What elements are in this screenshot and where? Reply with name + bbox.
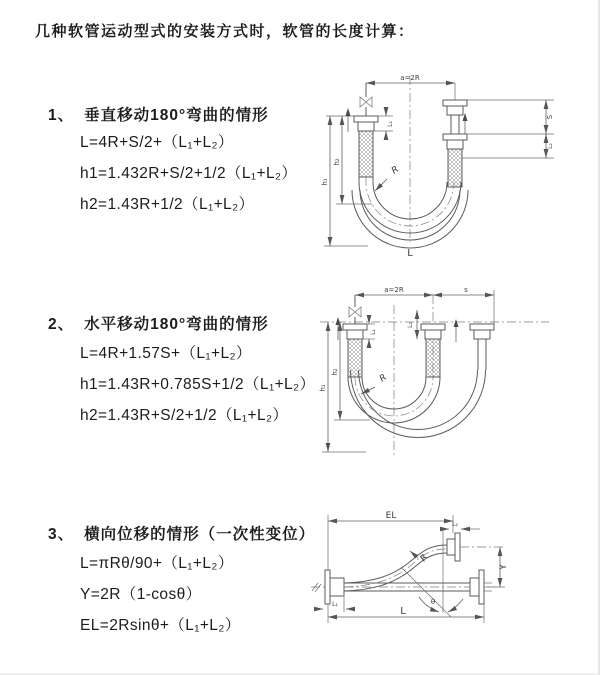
section2-heading [48,312,269,334]
d3-y-label: Y [499,564,509,570]
d3-radius-label: R [418,552,431,564]
d3-l1-label: L₁ [332,601,338,608]
diagram-vertical-180-bend [316,70,591,262]
d1-h2-label: h₂ [333,158,341,166]
d2-h1-label: h₁ [319,384,327,392]
d3-el-label: EL [385,511,397,521]
section1-number: 1、 [48,107,75,124]
d1-s-label: S [546,114,554,120]
diagram-lateral-displacement [303,505,600,655]
d2-dim-l2 [407,310,417,339]
section3-number: 3、 [48,526,75,543]
d3-length-label: L [400,606,406,617]
section2-formula-h2: h2=1.43R+S/2+1/2（L₁+L₂） [80,407,289,424]
section2-formula-h1: h1=1.43R+0.785S+1/2（L₁+L₂） [80,376,316,393]
d1-dim-l1 [373,108,394,139]
d1-move-arrow-left [346,108,351,132]
section3-heading [48,522,315,544]
d1-width-label: a=2R [400,74,420,82]
section3-formula-EL: EL=2Rsinθ+（L₁+L₂） [80,617,241,634]
d2-dim-width [355,286,433,295]
d2-left-pipe-end [343,324,367,377]
d1-dim-width [366,74,455,100]
d2-move-arrow-middle [454,319,459,342]
page-title: 几种软管运动型式的安装方式时，软管的长度计算： [35,23,415,40]
d2-h2-label: h₂ [331,368,339,376]
section3-formula-Y: Y=2R（1-cosθ） [80,586,202,603]
d3-moved-flange [447,533,460,561]
section2-title: 水平移动180°弯曲的情形 [84,316,269,333]
d2-hose-u-bend [348,370,486,438]
d3-dim-el [328,511,453,570]
section1-formula-h2: h2=1.43R+1/2（L₁+L₂） [80,196,255,213]
section1-formula-h1: h1=1.432R+S/2+1/2（L₁+L₂） [80,165,298,182]
d3-l2-label: L₂ [452,521,458,528]
section1-heading [48,103,269,125]
section3-formula-L: L=πRθ/90+（L₁+L₂） [80,555,234,572]
d2-dim-stroke-s [433,286,494,324]
d1-l2-label: L₂ [547,143,554,149]
section2-formula-L: L=4R+1.57S+（L₁+L₂） [80,345,252,362]
d3-dim-l1 [315,597,355,612]
d3-left-flange [325,570,344,604]
d1-move-arrow-right [463,113,468,134]
d1-dim-l2 [462,134,554,158]
section2-number: 2、 [48,316,75,333]
d1-radius-label: R [389,164,401,177]
d1-left-pipe-end [354,116,378,177]
d3-theta-label: θ [430,598,436,606]
d2-valve-icon [349,295,361,324]
d1-length-label: L [407,248,413,259]
d2-radius-label: R [377,372,389,385]
d2-dim-l1 [362,316,377,347]
d3-centerline-break [312,583,321,592]
d1-right-pipe-end [443,100,467,187]
diagram-horizontal-180-bend [314,280,599,478]
d1-valve-icon [360,83,372,116]
d3-s-curve-hose [344,545,447,591]
d1-radius-callout [375,165,401,191]
section1-title: 垂直移动180°弯曲的情形 [84,107,269,124]
d1-h1-label: h₁ [321,178,329,186]
d2-l1-label: L₁ [370,329,377,335]
d2-width-label: a=2R [384,286,404,294]
section1-formula-L: L=4R+S/2+（L₁+L₂） [80,134,234,151]
d3-dim-length [328,604,484,623]
d2-l2-label: L₂ [407,322,414,328]
d2-moved-pipe-end [470,324,494,370]
d3-dim-l2 [441,521,480,529]
section3-title: 横向位移的情形（一次性变位） [84,526,316,543]
d1-dim-stroke-s [467,100,554,134]
d2-middle-pipe-end [421,324,445,377]
d2-s-label: s [464,286,468,294]
d1-l1-label: L₁ [387,121,394,127]
